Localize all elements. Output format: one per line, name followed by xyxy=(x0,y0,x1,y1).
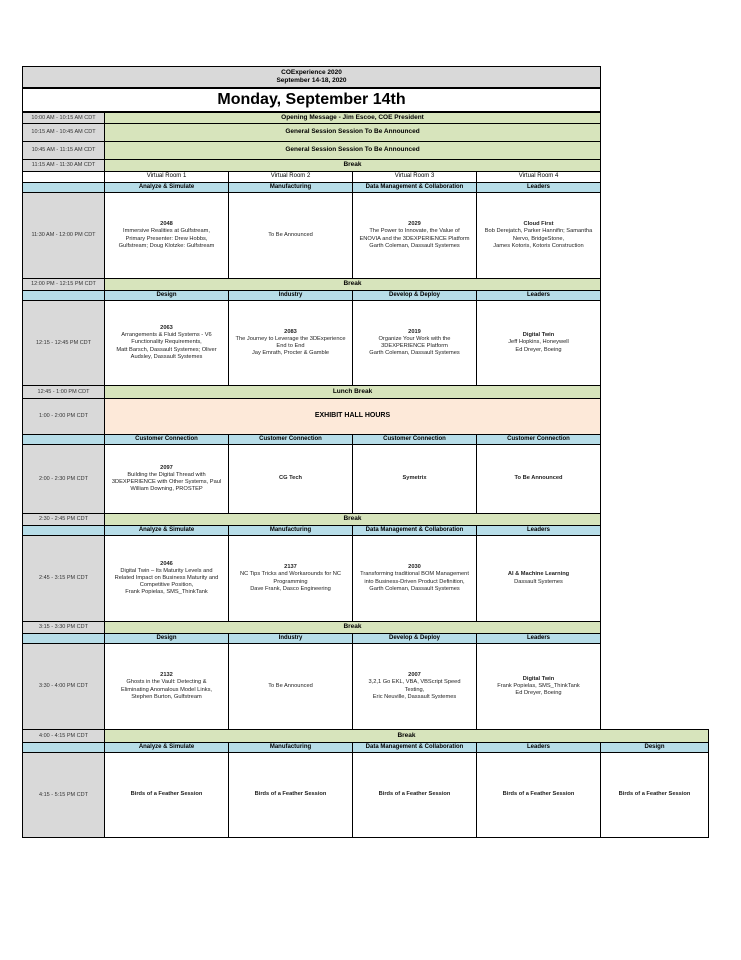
break-row: Break xyxy=(104,513,601,526)
session-title: To Be Announced xyxy=(514,475,563,482)
session-line: Bob Derejatch, Parker Hannifin; Samantha xyxy=(484,228,593,235)
session-number: 2137 xyxy=(284,564,297,571)
session-cell xyxy=(228,192,353,279)
event-header xyxy=(22,66,601,88)
session-cell xyxy=(104,535,229,622)
session-cell xyxy=(228,643,353,730)
session-line: Eric Neuville, Dassault Systemes xyxy=(372,693,457,700)
day-title: Monday, September 14th xyxy=(22,88,601,112)
track-header: Data Management & Collaboration xyxy=(352,525,477,536)
exhibit-hall-row: EXHIBIT HALL HOURS xyxy=(104,398,601,435)
track-header: Develop & Deploy xyxy=(352,633,477,644)
break-row: Break xyxy=(104,729,709,743)
session-cell xyxy=(476,444,601,514)
session-cell xyxy=(476,535,601,622)
session-cell xyxy=(352,535,477,622)
time-cell: 10:15 AM - 10:45 AM CDT xyxy=(22,123,105,142)
time-cell: 11:30 AM - 12:00 PM CDT xyxy=(22,192,105,279)
room-1: Virtual Room 1 xyxy=(104,171,229,183)
session-line: Functionality Requirements, xyxy=(131,339,202,346)
general-session: General Session Session To Be Announced xyxy=(104,141,601,160)
session-line: 3DEXPERIENCE with Other Systems, Paul xyxy=(111,479,222,485)
track-header: Design xyxy=(104,290,229,301)
session-cell xyxy=(352,192,477,279)
event-dates: September 14-18, 2020 xyxy=(276,77,347,84)
time-cell: 12:15 - 12:45 PM CDT xyxy=(22,300,105,386)
session-line: Stephen Burton, Gulfstream xyxy=(131,693,202,700)
session-title: Digital Twin xyxy=(522,332,555,339)
general-session: Opening Message - Jim Escoe, COE President xyxy=(104,112,601,124)
session-number: 2029 xyxy=(408,221,421,228)
session-number: 2132 xyxy=(160,672,173,679)
session-line: NC Tips Tricks and Workarounds for NC xyxy=(239,571,342,578)
session-number: 2030 xyxy=(408,564,421,571)
time-cell: 11:15 AM - 11:30 AM CDT xyxy=(22,159,105,172)
session-line: Jeff Hopkins, Honeywell xyxy=(508,339,569,346)
session-cell xyxy=(352,643,477,730)
session-cell xyxy=(352,300,477,386)
session-line: Dassault Systemes xyxy=(514,578,563,585)
session-line: Immersive Realities at Gulfstream, xyxy=(123,228,210,235)
room-4: Virtual Room 4 xyxy=(476,171,601,183)
room-2: Virtual Room 2 xyxy=(228,171,353,183)
session-line: Building the Digital Thread with xyxy=(127,471,206,478)
track-header: Leaders xyxy=(476,182,601,193)
time-cell: 1:00 - 2:00 PM CDT xyxy=(22,398,105,435)
time-cell: 4:00 - 4:15 PM CDT xyxy=(22,729,105,743)
session-line: Ed Dreyer, Boeing xyxy=(515,346,562,353)
session-number: 2019 xyxy=(408,328,421,335)
room-3: Virtual Room 3 xyxy=(352,171,477,183)
session-line: William Downing, PROSTEP xyxy=(130,486,203,493)
track-header: Leaders xyxy=(476,525,601,536)
session-line: ENOVIA and the 3DEXPERIENCE Platform xyxy=(359,235,470,242)
session-cell xyxy=(228,535,353,622)
session-line: The Journey to Leverage the 3DExperience xyxy=(235,335,346,342)
session-line: Organize Your Work with the xyxy=(378,335,451,342)
track-header: Design xyxy=(600,742,709,753)
break-row: Break xyxy=(104,621,601,634)
session-cell xyxy=(104,300,229,386)
track-header: Leaders xyxy=(476,633,601,644)
session-line: Audsley, Dassault Systemes xyxy=(130,353,203,360)
track-header: Leaders xyxy=(476,742,601,753)
track-header: Data Management & Collaboration xyxy=(352,742,477,753)
session-number: 2083 xyxy=(284,328,297,335)
session-line: Dave Frank, Dasco Engineering xyxy=(250,585,331,592)
session-cell xyxy=(476,300,601,386)
session-cell xyxy=(476,192,601,279)
track-header: Manufacturing xyxy=(228,182,353,193)
session-line: Eliminating Anomalous Model Links, xyxy=(120,686,213,693)
session-line: Gulfstream; Doug Klotzke: Gulfstream xyxy=(118,242,215,249)
session-cell: Birds of a Feather Session xyxy=(600,752,709,838)
session-line: Ghosts in the Vault: Detecting & xyxy=(126,679,207,686)
session-title: CG Tech xyxy=(279,475,302,482)
break-row: Break xyxy=(104,159,601,172)
session-number: 2048 xyxy=(160,221,173,228)
track-header: Develop & Deploy xyxy=(352,290,477,301)
time-cell: 2:45 - 3:15 PM CDT xyxy=(22,535,105,622)
session-line: Nervo, BridgeStone, xyxy=(512,235,565,242)
session-line: Garth Coleman, Dassault Systemes xyxy=(369,350,460,357)
session-cell xyxy=(228,444,353,514)
session-title: AI & Machine Learning xyxy=(507,571,570,578)
track-header: Manufacturing xyxy=(228,525,353,536)
session-line: Garth Coleman, Dassault Systemes xyxy=(369,585,460,592)
session-line: Transforming traditional BOM Management xyxy=(360,571,469,578)
session-line: Jay Emrath, Procter & Gamble xyxy=(251,350,330,357)
session-line: End to End xyxy=(276,343,305,349)
time-cell: 10:00 AM - 10:15 AM CDT xyxy=(22,112,105,124)
session-cell xyxy=(104,643,229,730)
session-cell xyxy=(352,444,477,514)
event-name: COExperience 2020 xyxy=(281,68,342,76)
session-cell xyxy=(228,300,353,386)
session-cell xyxy=(104,192,229,279)
session-line: 3DEXPERIENCE Platform xyxy=(381,343,448,349)
session-line: Garth Coleman, Dassault Systemes xyxy=(369,242,460,249)
session-line: Ed Dreyer, Boeing xyxy=(515,690,562,697)
session-line: 3,2,1 Go EKL, VBA, VBScript Speed xyxy=(368,679,461,686)
time-cell: 12:45 - 1:00 PM CDT xyxy=(22,385,105,399)
session-number: 2007 xyxy=(408,672,421,679)
break-row: Break xyxy=(104,278,601,291)
track-header: Customer Connection xyxy=(476,434,601,445)
session-number: 2063 xyxy=(160,325,173,332)
track-header: Data Management & Collaboration xyxy=(352,182,477,193)
session-cell: Birds of a Feather Session xyxy=(352,752,477,838)
track-header: Manufacturing xyxy=(228,742,353,753)
track-header: Analyze & Simulate xyxy=(104,182,229,193)
track-header: Industry xyxy=(228,633,353,644)
session-number: 2097 xyxy=(160,464,173,471)
session-line: Frank Popielas, SMS_ThinkTank xyxy=(497,682,580,689)
time-cell: 2:00 - 2:30 PM CDT xyxy=(22,444,105,514)
session-cell: Birds of a Feather Session xyxy=(104,752,229,838)
session-line: To Be Announced xyxy=(268,231,313,238)
session-line: James Kotoris, Kotoris Construction xyxy=(493,242,584,249)
time-cell: 4:15 - 5:15 PM CDT xyxy=(22,752,105,838)
session-cell: Birds of a Feather Session xyxy=(476,752,601,838)
time-cell: 12:00 PM - 12:15 PM CDT xyxy=(22,278,105,291)
session-title: Cloud First xyxy=(523,221,554,228)
session-line: into Business-Driven Product Definition, xyxy=(364,578,465,585)
session-line: Competitive Position, xyxy=(139,582,194,589)
session-line: Related Impact on Business Maturity and xyxy=(114,574,219,581)
session-line: The Power to Innovate, the Value of xyxy=(369,228,460,235)
session-line: Arrangements & Fluid Systems - V6 xyxy=(121,332,212,339)
session-number: 2046 xyxy=(160,560,173,567)
session-line: Frank Popielas, SMS_ThinkTank xyxy=(125,589,208,596)
session-cell xyxy=(104,444,229,514)
session-title: Symetrix xyxy=(402,475,427,482)
session-line: Testing, xyxy=(404,686,425,693)
session-line: To Be Announced xyxy=(268,682,313,689)
time-cell: 2:30 - 2:45 PM CDT xyxy=(22,513,105,526)
session-line: Digital Twin – Its Maturity Levels and xyxy=(120,567,213,574)
track-header: Industry xyxy=(228,290,353,301)
session-line: Matt Barsch, Dassault Systemes; Oliver xyxy=(116,346,217,353)
session-line: Primary Presenter: Drew Hobbs, xyxy=(125,235,208,242)
general-session: General Session Session To Be Announced xyxy=(104,123,601,142)
time-cell: 3:30 - 4:00 PM CDT xyxy=(22,643,105,730)
session-title: Digital Twin xyxy=(522,675,555,682)
track-header: Analyze & Simulate xyxy=(104,742,229,753)
track-header: Customer Connection xyxy=(352,434,477,445)
time-cell: 10:45 AM - 11:15 AM CDT xyxy=(22,141,105,160)
track-header: Design xyxy=(104,633,229,644)
session-cell xyxy=(476,643,601,730)
time-cell: 3:15 - 3:30 PM CDT xyxy=(22,621,105,634)
track-header: Leaders xyxy=(476,290,601,301)
session-line: Programming xyxy=(273,578,308,585)
track-header: Customer Connection xyxy=(104,434,229,445)
track-header: Customer Connection xyxy=(228,434,353,445)
lunch-break-row: Lunch Break xyxy=(104,385,601,399)
session-cell: Birds of a Feather Session xyxy=(228,752,353,838)
track-header: Analyze & Simulate xyxy=(104,525,229,536)
